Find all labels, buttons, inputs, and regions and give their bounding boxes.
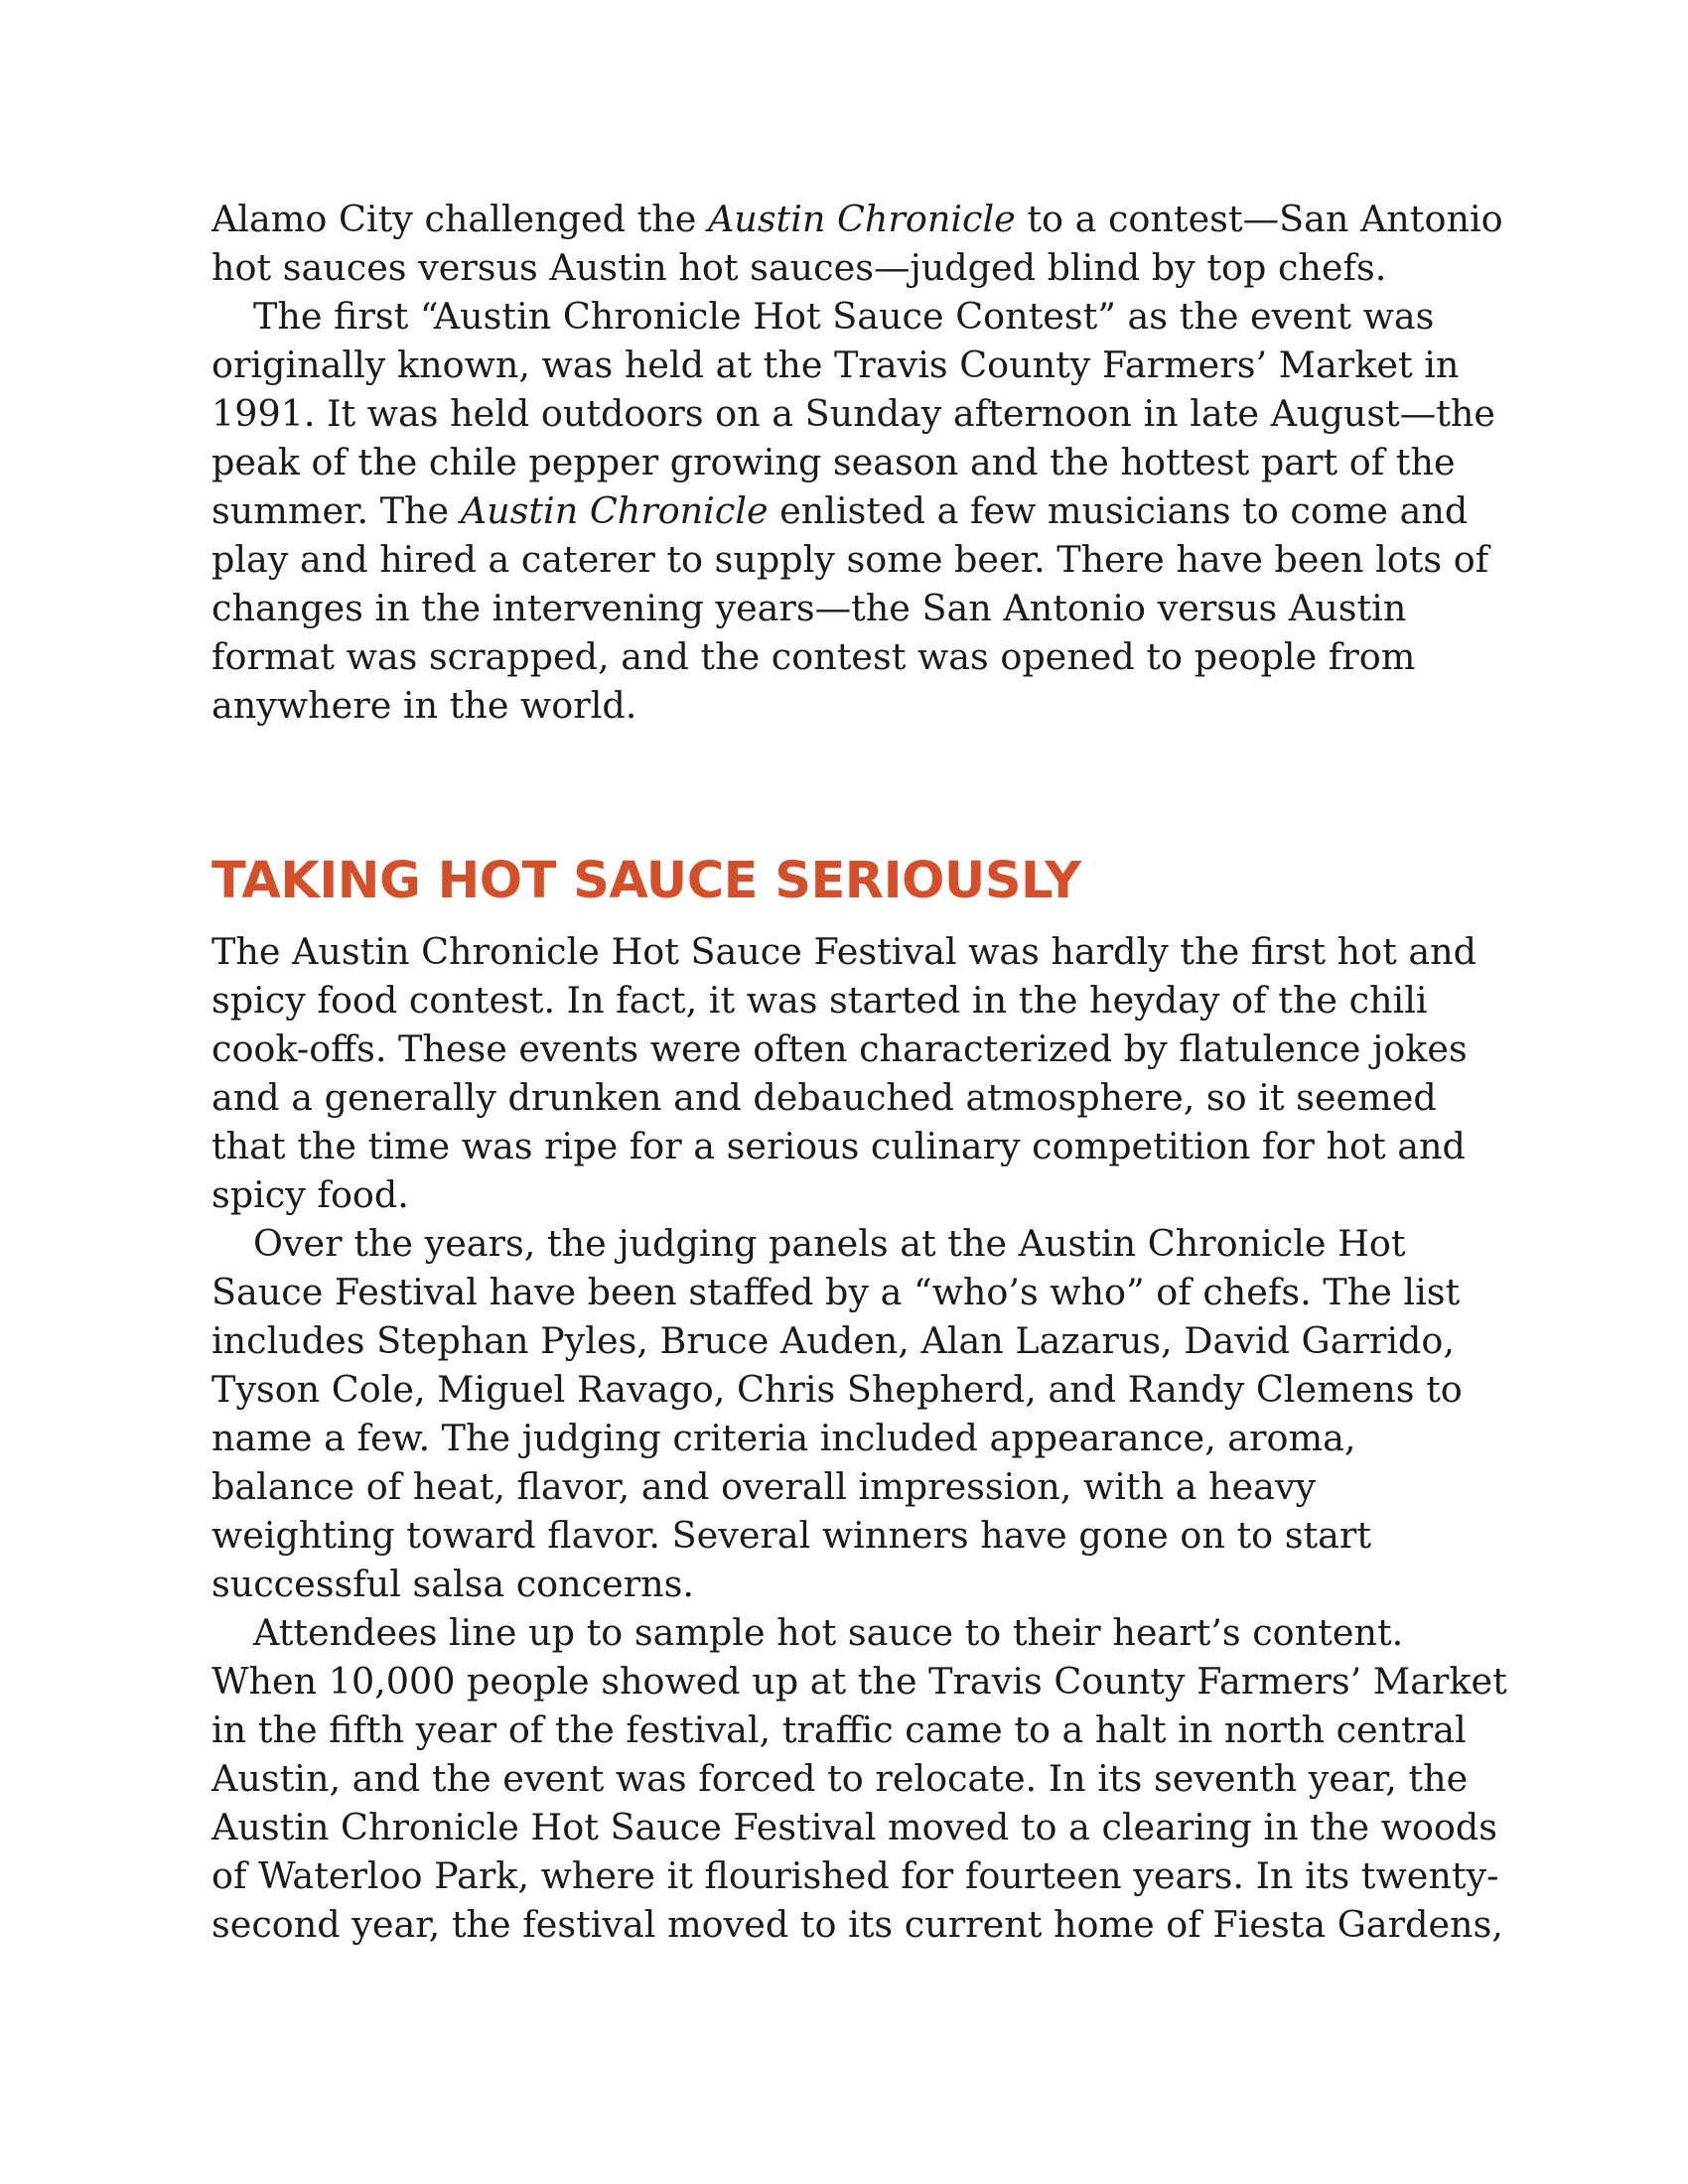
text-line: includes Stephan Pyles, Bruce Auden, Alan Lazarus, David Garrido, bbox=[211, 1319, 1455, 1362]
text-line: second year, the festival moved to its current home of Fiesta Gardens, bbox=[211, 1903, 1503, 1946]
text-segment: Alamo City challenged the bbox=[211, 198, 708, 240]
text-line: Tyson Cole, Miguel Ravago, Chris Shepherd, and Randy Clemens to bbox=[211, 1368, 1463, 1411]
text-line: spicy food. bbox=[211, 1173, 409, 1216]
text-line: spicy food contest. In fact, it was started in the heyday of the chili bbox=[211, 979, 1428, 1022]
text-segment: summer. The bbox=[211, 489, 461, 532]
text-segment: to a contest—San Antonio bbox=[1015, 198, 1503, 240]
text-line: in the fifth year of the festival, traffic came to a halt in north central bbox=[211, 1708, 1467, 1751]
text-line: peak of the chile pepper growing season and the hottest part of the bbox=[211, 441, 1456, 483]
text-line: Austin Chronicle Hot Sauce Festival moved to a clearing in the woods bbox=[211, 1806, 1497, 1848]
publication-title: Austin Chronicle bbox=[460, 489, 769, 532]
text-line: Attendees line up to sample hot sauce to their heart’s content. bbox=[253, 1611, 1404, 1654]
text-line: successful salsa concerns. bbox=[211, 1563, 694, 1605]
text-line: of Waterloo Park, where it flourished for fourteen years. In its twenty- bbox=[211, 1854, 1499, 1897]
text-line: name a few. The judging criteria included appearance, aroma, bbox=[211, 1417, 1356, 1459]
publication-title: Austin Chronicle bbox=[707, 198, 1016, 240]
text-line bbox=[211, 195, 1502, 243]
text-line: that the time was ripe for a serious culinary competition for hot and bbox=[211, 1125, 1466, 1167]
text-line: weighting toward flavor. Several winners have gone on to start bbox=[211, 1514, 1371, 1557]
text-line: hot sauces versus Austin hot sauces—judged blind by top chefs. bbox=[211, 246, 1387, 289]
text-line: Over the years, the judging panels at the Austin Chronicle Hot bbox=[253, 1222, 1406, 1265]
text-line: Sauce Festival have been staffed by a “who’s who” of chefs. The list bbox=[211, 1271, 1461, 1313]
text-line: cook-offs. These events were often characterized by flatulence jokes bbox=[211, 1027, 1468, 1070]
text-line: 1991. It was held outdoors on a Sunday afternoon in late August—the bbox=[211, 392, 1495, 435]
text-line: format was scrapped, and the contest was opened to people from bbox=[211, 635, 1416, 678]
text-line: Austin, and the event was forced to relocate. In its seventh year, the bbox=[211, 1757, 1469, 1800]
text-line: and a generally drunken and debauched atmosphere, so it seemed bbox=[211, 1076, 1437, 1119]
text-line: originally known, was held at the Travis County Farmers’ Market in bbox=[211, 343, 1460, 386]
text-line: play and hired a caterer to supply some beer. There have been lots of bbox=[211, 538, 1489, 581]
text-line: The first “Austin Chronicle Hot Sauce Contest” as the event was bbox=[253, 295, 1435, 338]
text-segment: enlisted a few musicians to come and bbox=[768, 489, 1469, 532]
text-line: balance of heat, flavor, and overall impression, with a heavy bbox=[211, 1465, 1317, 1508]
intro-text-block bbox=[211, 195, 1502, 730]
text-line bbox=[211, 486, 1502, 535]
text-line: anywhere in the world. bbox=[211, 684, 637, 727]
section-heading: TAKING HOT SAUCE SERIOUSLY bbox=[211, 852, 1081, 910]
text-line: When 10,000 people showed up at the Travis County Farmers’ Market bbox=[211, 1660, 1507, 1703]
section-body-text bbox=[211, 927, 1507, 1949]
text-line: The Austin Chronicle Hot Sauce Festival was hardly the first hot and bbox=[211, 930, 1477, 973]
text-line: changes in the intervening years—the San Antonio versus Austin bbox=[211, 587, 1407, 629]
